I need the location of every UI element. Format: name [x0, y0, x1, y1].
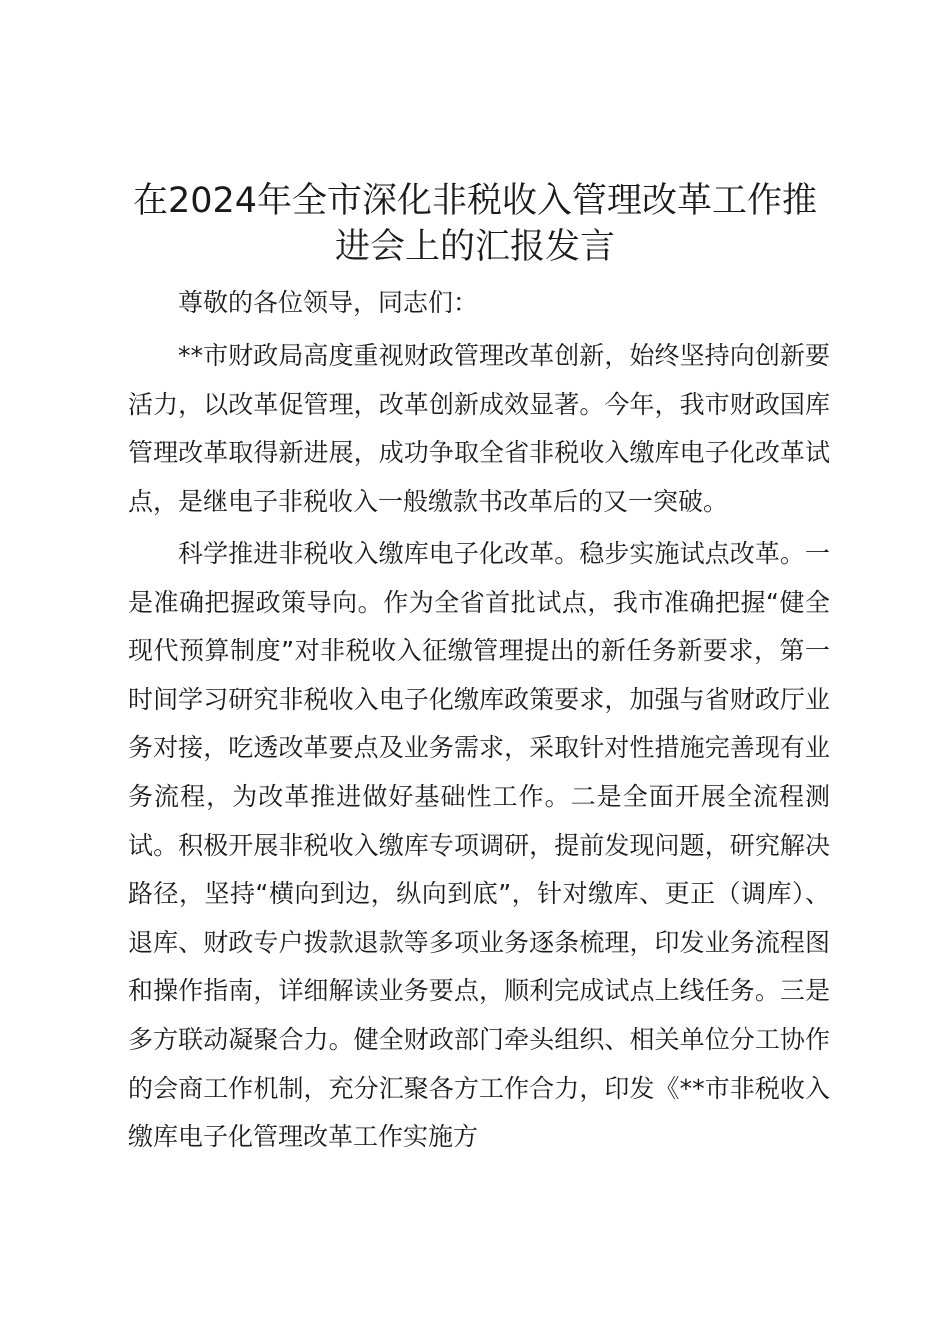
- salutation: 尊敬的各位领导，同志们：: [178, 288, 479, 317]
- document-title: 在2024年全市深化非税收入管理改革工作推进会上的汇报发言: [132, 181, 818, 267]
- paragraph-2: 科学推进非税收入缴库电子化改革。稳步实施试点改革。一是准确把握政策导向。作为全省首批试点，我市准确把握“健全现代预算制度”对非税收入征缴管理提出的新任务新要求，第一时间学习研究非税收入电子化缴库政策要求，加强与省财政厅业务对接，吃透改革要点及业务需求，采取针对性措施完善现有业务流程，为改革推进做好基础性工作。二是全面开展全流程测试。积极开展非税收入缴库专项调研，提前发现问题，研究解决路径，坚持“横向到边，纵向到底”，针对缴库、更正（调库）、退库、财政专户拨款退款等多项业务逐条梳理，印发业务流程图和操作指南，详细解读业务要点，顺利完成试点上线任务。三是多方联动凝聚合力。健全财政部门牵头组织、相关单位分工协作的会商工作机制，充分汇聚各方工作合力，印发《**市非税收入缴库电子化管理改革工作实施方: [128, 539, 830, 1152]
- paragraph-1: **市财政局高度重视财政管理改革创新，始终坚持向创新要活力，以改革促管理，改革创新成效显著。今年，我市财政国库管理改革取得新进展，成功争取全省非税收入缴库电子化改革试点，是继电子非税收入一般缴款书改革后的又一突破。: [128, 341, 830, 516]
